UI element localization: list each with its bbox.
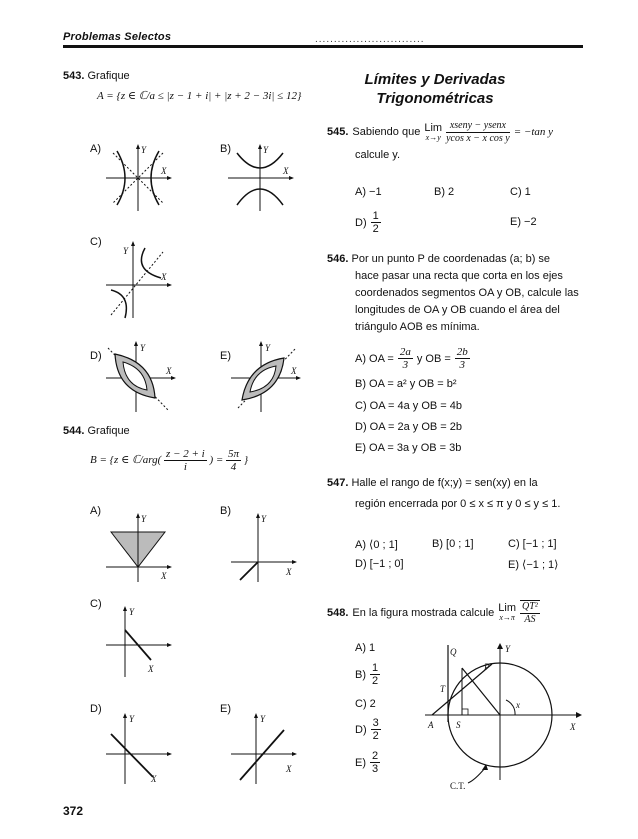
option-b: B) OA = a² y OB = b² [355,378,457,390]
fraction [370,750,380,775]
option-e [355,750,380,775]
option-label: A) [90,505,101,517]
fraction [455,346,470,371]
fraction [520,600,540,626]
axis-label-x: X [161,571,167,581]
section-title-line-2: Trigonométricas [376,90,494,107]
problem-544-header [63,423,130,440]
limit-subscript: x→y [425,132,441,142]
axis-label-x: X [291,366,297,376]
fraction-denominator: 3 [372,763,379,775]
fraction-numerator: QT² [522,601,538,612]
header-rule [63,45,583,48]
problem-547 [327,475,597,513]
problem-number: 547. [327,477,349,489]
option-b [355,662,380,687]
fraction [398,346,413,371]
fraction [446,120,510,145]
axis-label-x: X [161,272,167,282]
label-x-angle: x [516,700,520,710]
option-c: C) [−1 ; 1] [508,538,557,550]
problem-number: 546. [327,253,349,265]
problem-line: longitudes de OA y OB cuando el área del [355,304,560,316]
set-mid: ) = [209,454,224,467]
option-label: B) [220,505,231,517]
problem-543-header [63,68,130,85]
option-a: A) −1 [355,186,382,198]
problem-number: 545. [327,126,349,138]
axis-label-y: Y [129,607,135,617]
axis-label-x: X [283,166,289,176]
problem-543-set: A = {z ∈ ℂ/a ≤ |z − 1 + i| + |z + 2 − 3i| ≤ 12} [97,90,302,102]
limit [424,123,442,143]
problem-545 [327,120,587,164]
fraction-numerator: 3 [372,717,379,729]
page-number: 372 [63,804,84,818]
problem-text: calcule y. [355,149,401,161]
option-c: C) 1 [510,186,531,198]
option-b: B) [0 ; 1] [432,538,474,550]
fraction-numerator: 1 [372,662,379,674]
problem-line: coordenados segmentos OA y OB, calcule las [355,287,579,299]
fraction-numerator: z − 2 + i [166,448,205,460]
fraction-numerator: 2a [399,346,411,358]
section-title-line-1: Límites y Derivadas [364,71,506,88]
option-label: C) [90,236,102,248]
option-e: E) OA = 3a y OB = 3b [355,442,462,454]
option-text: A) OA = [355,352,394,365]
axis-label-y: Y [261,514,267,524]
option-c: C) 2 [355,698,376,710]
graph-543-b [225,143,295,213]
fraction [371,210,381,235]
problem-548 [327,600,577,626]
label-t: T [440,684,446,694]
label-s: S [456,720,461,730]
fraction [226,448,241,473]
fraction-denominator: 3 [459,359,466,371]
problem-546 [327,251,587,336]
fraction-denominator: ycos x − x cos y [446,133,510,144]
fraction-denominator: 2 [372,730,379,742]
problem-line: Por un punto P de coordenadas (a; b) se [351,253,551,265]
axis-label-y: Y [505,644,511,654]
option-label: E) [220,703,231,715]
fraction [164,448,207,473]
axis-label-x: X [148,664,154,674]
fraction-numerator: xseny − ysenx [446,120,510,133]
option-a: A) ⟨0 ; 1] [355,539,398,551]
label-q: Q [450,647,457,657]
fraction-denominator: 4 [230,461,237,473]
option-e: E) −2 [510,216,537,228]
problem-text: Sabiendo que [352,126,421,138]
axis-label-y: Y [260,714,266,724]
limit [498,603,516,623]
problem-number: 548. [327,606,349,619]
graph-544-a [103,512,173,584]
graph-543-a [103,143,173,213]
fraction-numerator: 1 [372,210,379,222]
option-a: A) 1 [355,642,376,654]
option-text: y OB = [416,352,451,365]
fraction-denominator: 2 [372,675,379,687]
graph-543-e [228,340,303,415]
graph-543-d [103,340,178,415]
problem-rhs: = −tan y [513,126,554,138]
axis-label-y: Y [140,343,146,353]
option-d: D) [−1 ; 0] [355,558,404,570]
option-label: C) [90,598,102,610]
problem-prompt: Grafique [87,425,130,437]
axis-label-y: Y [263,145,269,155]
problem-544-set [90,448,248,473]
graph-544-d [103,712,173,787]
axis-label-y: Y [141,514,147,524]
label-p: P [484,662,490,672]
header-dots: ............................. [315,34,425,45]
fraction-denominator: i [183,461,187,473]
section-title [350,70,520,108]
label-ct: C.T. [450,781,466,790]
fraction [370,662,380,687]
option-label: D) [90,350,102,362]
graph-544-e [228,712,298,787]
option-a [355,346,470,371]
graph-544-c [103,605,173,680]
option-label: D) [355,723,367,736]
option-d [355,717,381,742]
option-label: D) [90,703,102,715]
option-d [355,210,381,235]
fraction-numerator: 5π [228,448,240,460]
axis-label-y: Y [129,714,135,724]
label-a: A [428,720,434,730]
limit-word: Lim [424,121,443,134]
option-label: E) [220,350,231,362]
limit-subscript: x→π [499,613,515,622]
problem-line: hace pasar una recta que corta en los ejes [355,270,563,282]
axis-label-x: X [166,366,172,376]
axis-label-y: Y [123,246,129,256]
option-label: A) [90,143,101,155]
set-left: B = {z ∈ ℂ/arg( [90,454,162,467]
axis-label-x: X [286,764,292,774]
problem-number: 544. [63,425,85,437]
axis-label-x: X [570,722,576,732]
axis-label-x: X [161,166,167,176]
option-b: B) 2 [434,186,455,198]
set-right: } [243,454,249,467]
graph-543-c [103,240,173,320]
option-label: E) [355,756,366,769]
option-label: B) [220,143,231,155]
problem-text: En la figura mostrada calcule [352,606,495,619]
problem-line: triángulo AOB es mínima. [355,321,480,333]
fraction-denominator: 2 [372,223,379,235]
figure-548 [420,640,585,790]
axis-label-x: X [286,567,292,577]
problem-number: 543. [63,70,85,82]
fraction-numerator: 2 [372,750,379,762]
fraction [371,717,381,742]
fraction-denominator: AS [524,614,536,625]
graph-544-b [228,512,298,584]
option-e: E) ⟨−1 ; 1⟩ [508,559,559,571]
limit-word: Lim [498,602,517,614]
option-d: D) OA = 2a y OB = 2b [355,421,462,433]
axis-label-x: X [151,774,157,784]
axis-label-y: Y [141,145,147,155]
option-c: C) OA = 4a y OB = 4b [355,400,462,412]
option-label: B) [355,668,366,681]
fraction-numerator: 2b [456,346,468,358]
problem-prompt: Grafique [87,70,130,82]
axis-label-y: Y [265,343,271,353]
header-title: Problemas Selectos [63,31,181,46]
problem-line: Halle el rango de f(x;y) = sen(xy) en la [351,477,538,489]
fraction-denominator: 3 [402,359,409,371]
problem-line: región encerrada por 0 ≤ x ≤ π y 0 ≤ y ≤ 1. [355,498,561,510]
option-label: D) [355,216,367,229]
